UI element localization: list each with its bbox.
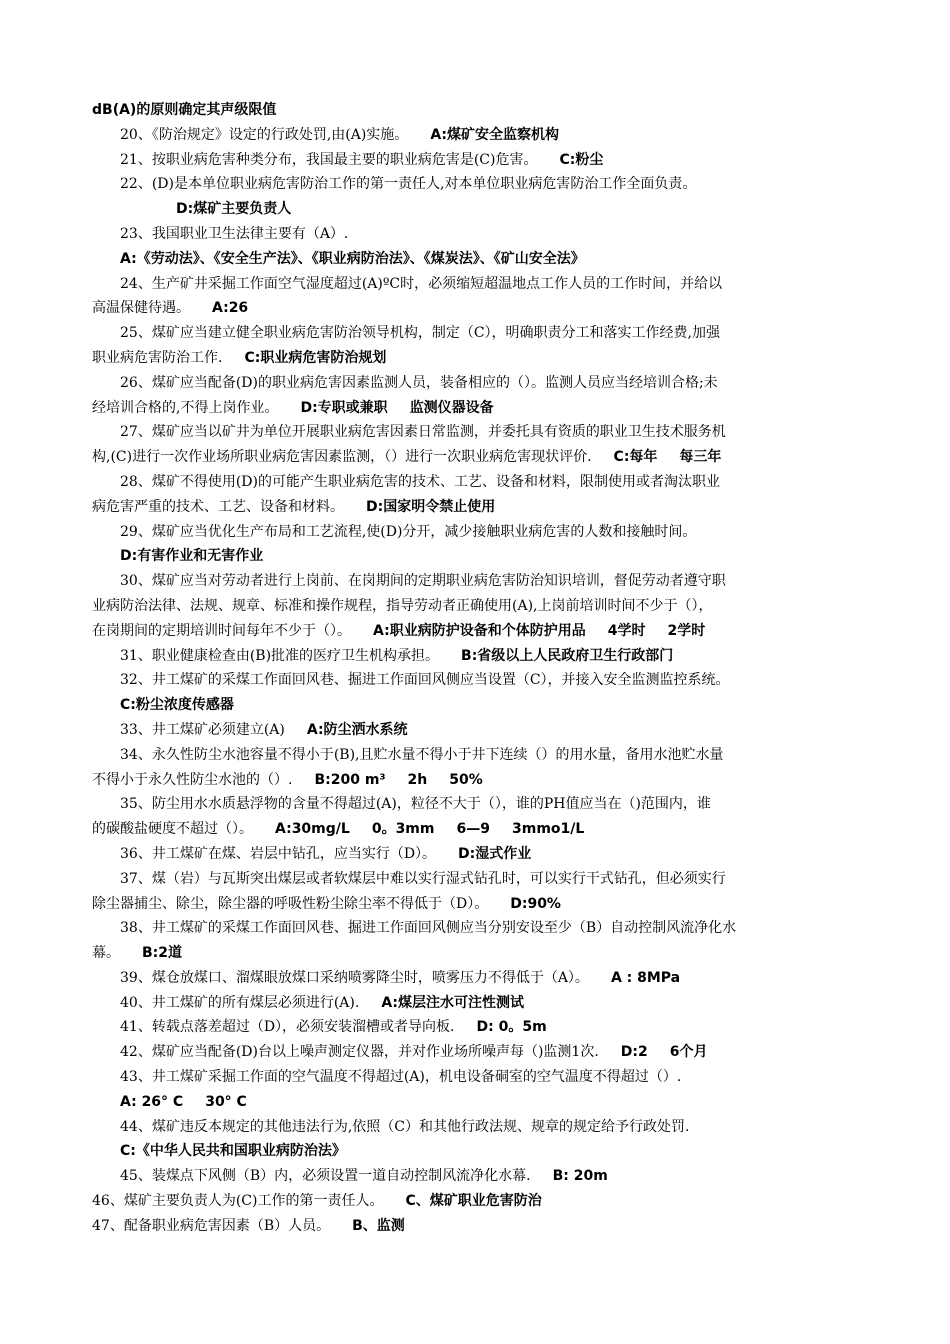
text-line: [92, 768, 864, 793]
answer-text: A:26: [212, 300, 249, 317]
question-text: 35、防尘用水水质悬浮物的含量不得超过(A)，粒径不大于（），谁的PH值应当在（)范围内，谁: [120, 796, 711, 813]
question-text: 职业病危害防治工作.: [92, 349, 223, 366]
text-line: [92, 371, 864, 396]
text-line: [92, 892, 864, 917]
text-line: [92, 1065, 864, 1090]
answer-text: 30° C: [205, 1093, 247, 1110]
question-text: 34、永久性防尘水池容量不得小于(B),且贮水量不得小于井下连续（）的用水量，备用水池贮水量: [120, 746, 724, 763]
answer-text: B:2道: [142, 945, 183, 962]
question-text: 39、煤仓放煤口、溜煤眼放煤口采纳喷雾降尘时，喷雾压力不得低于（A）。: [120, 969, 589, 986]
answer-text: B:省级以上人民政府卫生行政部门: [461, 647, 674, 664]
text-line: [92, 966, 864, 991]
question-text: 幕。: [92, 945, 120, 962]
question-text: 30、煤矿应当对劳动者进行上岗前、在岗期间的定期职业病危害防治知识培训，督促劳动者遵守职: [120, 573, 726, 590]
answer-text: D:专职或兼职: [300, 399, 388, 416]
question-text: 业病防治法律、法规、规章、标准和操作规程，指导劳动者正确使用(A),上岗前培训时间不少于（），: [92, 597, 713, 614]
text-line: [92, 520, 864, 545]
answer-text: A:煤层注水可注性测试: [381, 994, 525, 1011]
answer-text: dB(A)的原则确定其声级限值: [92, 102, 277, 118]
text-line: [92, 1214, 864, 1239]
answer-text: A:职业病防护设备和个体防护用品: [373, 622, 586, 639]
answer-text: 2学时: [667, 622, 706, 639]
question-text: 经培训合格的,不得上岗作业。: [92, 399, 279, 416]
question-text: 23、我国职业卫生法律主要有（A）.: [120, 225, 349, 242]
text-line: [92, 445, 864, 470]
question-text: 21、按职业病危害种类分布，我国最主要的职业病危害是(C)危害。: [120, 151, 538, 168]
text-line: [92, 867, 864, 892]
question-text: 31、职业健康检查由(B)批准的医疗卫生机构承担。: [120, 647, 440, 664]
answer-text: A:《劳动法》、《安全生产法》、《职业病防治法》、《煤炭法》、《矿山安全法》: [120, 250, 585, 267]
answer-text: 6个月: [669, 1044, 708, 1061]
question-text: 26、煤矿应当配备(D)的职业病危害因素监测人员，装备相应的（）。监测人员应当经培训合格;未: [120, 374, 718, 391]
text-line: [92, 693, 864, 718]
question-text: 43、井工煤矿采掘工作面的空气温度不得超过(A)，机电设备硐室的空气温度不得超过（）.: [120, 1069, 682, 1086]
text-line: [92, 644, 864, 669]
question-text: 20、《防治规定》设定的行政处罚,由(A)实施。: [120, 126, 409, 143]
question-text: 27、煤矿应当以矿井为单位开展职业病危害因素日常监测，并委托具有资质的职业卫生技术服务机: [120, 424, 726, 441]
answer-text: C:每年: [613, 449, 658, 466]
text-line: [92, 321, 864, 346]
question-text: 33、井工煤矿必须建立(A): [120, 721, 285, 738]
text-line: [92, 272, 864, 297]
text-line: [92, 346, 864, 371]
text-line: [92, 1164, 864, 1189]
answer-text: B、监测: [352, 1217, 405, 1234]
question-text: 28、煤矿不得使用(D)的可能产生职业病危害的技术、工艺、设备和材料，限制使用或者淘汰职业: [120, 473, 720, 490]
answer-text: D:煤矿主要负责人: [176, 201, 292, 218]
text-line: [92, 222, 864, 247]
answer-text: C:粉尘: [559, 151, 604, 168]
question-text: 病危害严重的技术、工艺、设备和材料。: [92, 498, 344, 515]
question-text: 22、(D)是本单位职业病危害防治工作的第一责任人,对本单位职业病危害防治工作全面负责。: [120, 176, 697, 193]
question-text: 在岗期间的定期培训时间每年不少于（）。: [92, 622, 351, 639]
answer-text: D:2: [620, 1044, 648, 1061]
text-line: [92, 792, 864, 817]
text-line: [92, 594, 864, 619]
answer-text: A:煤矿安全监察机构: [430, 126, 560, 143]
answer-text: A:30mg/L: [275, 821, 350, 838]
text-line: [92, 991, 864, 1016]
text-line: [92, 470, 864, 495]
question-text: 40、井工煤矿的所有煤层必须进行(A).: [120, 994, 360, 1011]
question-text: 47、配备职业病危害因素（B）人员。: [92, 1217, 331, 1234]
question-text: 高温保健待遇。: [92, 300, 190, 317]
text-line: [92, 569, 864, 594]
text-line: [92, 148, 864, 173]
answer-text: 4学时: [607, 622, 646, 639]
text-line: [92, 1115, 864, 1140]
answer-text: A:防尘洒水系统: [306, 721, 408, 738]
answer-text: D:国家明令禁止使用: [366, 498, 496, 515]
text-line: [92, 619, 864, 644]
text-line: [92, 420, 864, 445]
answer-text: D:90%: [510, 895, 561, 912]
answer-text: B: 20m: [552, 1168, 608, 1185]
question-text: 38、井工煤矿的采煤工作面回风巷、掘进工作面回风侧应当分别安设至少（B）自动控制风流净化水: [120, 920, 737, 937]
question-text: 的碳酸盐硬度不超过（）。: [92, 821, 253, 838]
answer-text: C:粉尘浓度传感器: [120, 697, 234, 714]
text-line: [92, 1189, 864, 1214]
question-text: 不得小于永久性防尘水池的（）.: [92, 771, 293, 788]
text-line: [92, 544, 864, 569]
question-text: 除尘器捕尘、除尘，除尘器的呼吸性粉尘除尘率不得低于（D）。: [92, 895, 489, 912]
answer-text: B:200 m³: [314, 771, 386, 788]
answer-text: 3mmo1/L: [511, 821, 585, 838]
text-line: [92, 1090, 864, 1115]
text-line: [92, 123, 864, 148]
text-line: [92, 743, 864, 768]
text-line: [92, 396, 864, 421]
question-text: 41、转载点落差超过（D），必须安装溜槽或者导向板.: [120, 1019, 455, 1036]
question-text: 44、煤矿违反本规定的其他违法行为,依照（C）和其他行政法规、规章的规定给予行政处罚.: [120, 1118, 690, 1135]
answer-text: 0。3mm: [371, 821, 435, 838]
text-line: [92, 916, 864, 941]
answer-text: D:有害作业和无害作业: [120, 548, 264, 565]
answer-text: A: 26° C: [120, 1093, 184, 1110]
text-line: [92, 197, 864, 222]
answer-text: 每三年: [679, 449, 722, 466]
question-text: 46、煤矿主要负责人为(C)工作的第一责任人。: [92, 1193, 384, 1210]
question-text: 45、装煤点下风侧（B）内，必须设置一道自动控制风流净化水幕.: [120, 1168, 531, 1185]
text-line: [92, 172, 864, 197]
question-text: 32、井工煤矿的采煤工作面回风巷、掘进工作面回风侧应当设置（C），并接入安全监测监控系统。: [120, 672, 730, 689]
answer-text: A : 8MPa: [610, 969, 681, 986]
question-list: [92, 98, 864, 1239]
answer-text: D: 0。5m: [476, 1019, 547, 1036]
answer-text: C、煤矿职业危害防治: [405, 1193, 542, 1210]
text-line: [92, 842, 864, 867]
text-line: [92, 247, 864, 272]
question-text: 42、煤矿应当配备(D)台以上噪声测定仪器，并对作业场所噪声每（)监测1次.: [120, 1044, 599, 1061]
question-text: 24、生产矿井采掘工作面空气湿度超过(A)ºC时，必须缩短超温地点工作人员的工作时间，并给以: [120, 275, 723, 292]
answer-text: 50%: [449, 771, 483, 788]
question-text: 37、煤（岩）与瓦斯突出煤层或者软煤层中难以实行湿式钻孔时，可以实行干式钻孔，但必须实行: [120, 870, 726, 887]
answer-text: 监测仪器设备: [409, 399, 494, 416]
answer-text: 6—9: [456, 821, 490, 838]
text-line: [92, 718, 864, 743]
question-text: 25、煤矿应当建立健全职业病危害防治领导机构，制定（C），明确职责分工和落实工作经费,加强: [120, 325, 720, 342]
question-text: 构,(C)进行一次作业场所职业病危害因素监测，（）进行一次职业病危害现状评价.: [92, 449, 592, 466]
text-line: [92, 817, 864, 842]
text-line: [92, 941, 864, 966]
text-line: [92, 1015, 864, 1040]
text-line: [92, 495, 864, 520]
text-line: [92, 1139, 864, 1164]
text-line: [92, 1040, 864, 1065]
text-line: [92, 98, 864, 123]
text-line: [92, 296, 864, 321]
text-line: [92, 668, 864, 693]
answer-text: D:湿式作业: [458, 845, 532, 862]
answer-text: C:职业病危害防治规划: [244, 349, 387, 366]
answer-text: 2h: [407, 771, 428, 788]
answer-text: C:《中华人民共和国职业病防治法》: [120, 1143, 346, 1160]
question-text: 29、煤矿应当优化生产布局和工艺流程,使(D)分开，减少接触职业病危害的人数和接触时间。: [120, 523, 697, 540]
question-text: 36、井工煤矿在煤、岩层中钻孔，应当实行（D）。: [120, 845, 437, 862]
